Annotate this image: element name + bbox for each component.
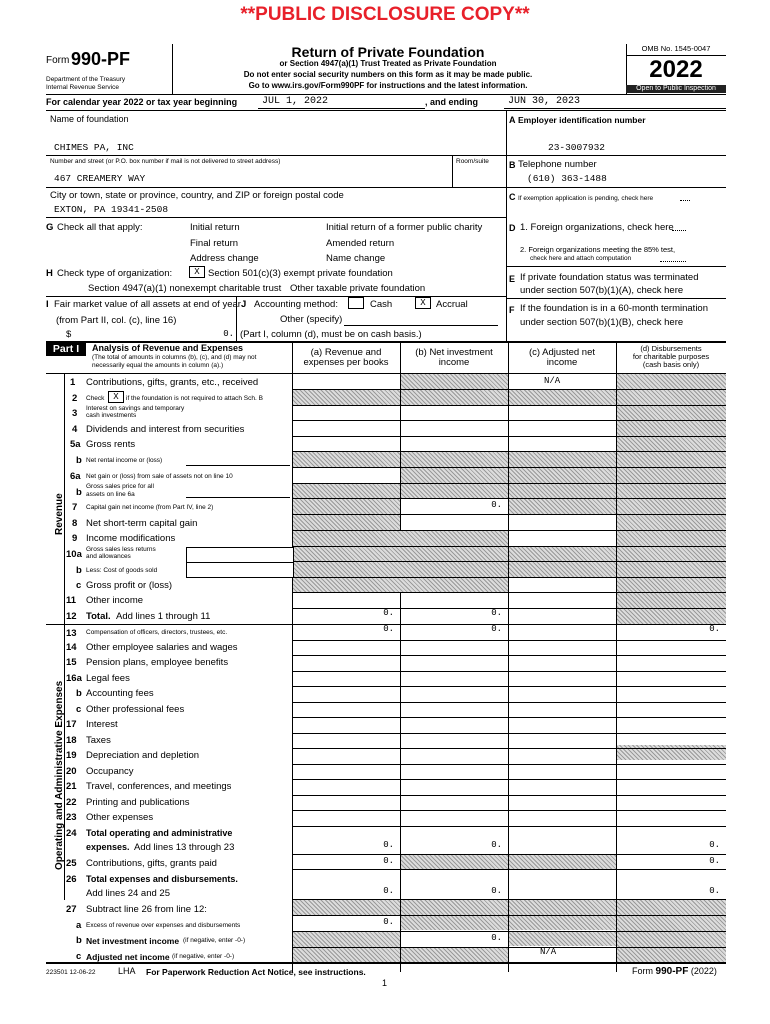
- l16a-num: 16a: [66, 673, 82, 684]
- l7-b[interactable]: 0.: [491, 500, 502, 510]
- l25-num: 25: [66, 858, 77, 869]
- l14-text: Other employee salaries and wages: [86, 642, 238, 653]
- l27a-num: a: [76, 920, 82, 931]
- l1-num: 1: [70, 377, 76, 388]
- footer-form-word: Form: [632, 966, 653, 976]
- l10a-text1: Gross sales less returns: [86, 546, 156, 553]
- l10a-text2: and allowances: [86, 553, 131, 560]
- row-separator: [292, 795, 726, 796]
- j-accrual-checkbox[interactable]: X: [415, 297, 431, 309]
- g-initial-public-charity[interactable]: Initial return of a former public charity: [326, 222, 483, 233]
- revenue-side-label: Revenue: [54, 493, 65, 535]
- l1-c-na[interactable]: N/A: [544, 376, 561, 386]
- l11-num: 11: [66, 595, 77, 606]
- l3-num: 3: [72, 408, 78, 419]
- l7-num: 7: [72, 502, 78, 513]
- l10a-num: 10a: [66, 549, 82, 560]
- l17-text: Interest: [86, 719, 118, 730]
- g-amended-return[interactable]: Amended return: [326, 238, 395, 249]
- l10b-inline-box[interactable]: [186, 562, 294, 578]
- part1-desc1: (The total of amounts in columns (b), (c), and (d) may not: [92, 354, 257, 361]
- row-separator: [292, 764, 726, 765]
- g-letter: G: [46, 222, 54, 233]
- g-final-return[interactable]: Final return: [190, 238, 239, 249]
- l27-text: Subtract line 26 from line 12:: [86, 904, 207, 915]
- g-label: Check all that apply:: [57, 222, 143, 233]
- row-separator: [292, 546, 726, 547]
- l27a-a[interactable]: 0.: [383, 917, 394, 927]
- dept-treasury: Department of the Treasury: [46, 76, 126, 83]
- l13-text: Compensation of officers, directors, trustees, etc.: [86, 629, 228, 636]
- l23-text: Other expenses: [86, 812, 154, 823]
- row-separator: [292, 561, 726, 562]
- e-letter: E: [509, 274, 516, 284]
- footer-form-number: 990-PF: [655, 966, 689, 977]
- l6b-text2: assets on line 6a: [86, 491, 135, 498]
- f2-text: under section 507(b)(1)(B), check here: [520, 317, 684, 328]
- form-number: 990-PF: [71, 49, 131, 69]
- form-subtitle: or Section 4947(a)(1) Trust Treated as Private Foundation: [279, 59, 497, 68]
- j-letter: J: [241, 299, 247, 310]
- l8-text: Net short-term capital gain: [86, 518, 198, 529]
- l5a-text: Gross rents: [86, 439, 136, 450]
- l26-text1: Total expenses and disbursements.: [86, 874, 238, 884]
- l6b-text1: Gross sales price for all: [86, 483, 154, 490]
- l24-text3: Add lines 13 through 23: [134, 842, 235, 853]
- d2a-text: 2. Foreign organizations meeting the 85% test,: [520, 245, 676, 254]
- l26-text2: Add lines 24 and 25: [86, 888, 170, 899]
- l20-text: Occupancy: [86, 766, 134, 777]
- l2-check: Check: [86, 395, 105, 402]
- i-line2: (from Part II, col. (c), line 16): [56, 315, 177, 326]
- ein-value[interactable]: 23-3007932: [548, 142, 606, 153]
- irs: Internal Revenue Service: [46, 84, 119, 91]
- l24-text1: Total operating and administrative: [86, 828, 233, 838]
- l12-num: 12: [66, 611, 77, 622]
- l12-text: Add lines 1 through 11: [116, 611, 211, 622]
- l13-b[interactable]: 0.: [491, 624, 502, 634]
- l1-text: Contributions, gifts, grants, etc., received: [86, 377, 259, 388]
- city-label: City or town, state or province, country, and ZIP or foreign postal code: [50, 190, 344, 201]
- l3-text2: cash investments: [86, 412, 137, 419]
- l6a-num: 6a: [70, 471, 81, 482]
- l26-num: 26: [66, 874, 77, 885]
- l27c-c[interactable]: N/A: [540, 947, 557, 957]
- f-letter: F: [509, 305, 515, 315]
- l10b-num: b: [76, 565, 82, 576]
- tax-year: 2022: [649, 56, 703, 83]
- row-separator: [292, 389, 726, 390]
- l22-text: Printing and publications: [86, 797, 190, 808]
- h-opt-501c3: Section 501(c)(3) exempt private foundation: [208, 268, 393, 279]
- l20-num: 20: [66, 766, 77, 777]
- row-separator: [292, 655, 726, 656]
- row-separator: [292, 854, 726, 855]
- l27b-num: b: [76, 935, 82, 946]
- l16a-text: Legal fees: [86, 673, 130, 684]
- l15-text: Pension plans, employee benefits: [86, 657, 229, 668]
- row-separator: [292, 686, 726, 687]
- row-separator: [292, 451, 726, 452]
- l27-num: 27: [66, 904, 77, 915]
- j-note: (Part I, column (d), must be on cash basis.): [240, 329, 422, 340]
- l6b-inline-box[interactable]: [186, 485, 290, 498]
- l4-num: 4: [72, 424, 78, 435]
- l21-num: 21: [66, 781, 77, 792]
- row-separator: [292, 869, 726, 870]
- footer-year: (2022): [690, 966, 717, 976]
- l5a-num: 5a: [70, 439, 81, 450]
- l27b-text: (if negative, enter -0-): [183, 937, 246, 944]
- g-address-change[interactable]: Address change: [190, 253, 259, 264]
- open-to-public: Open to Public Inspection: [626, 85, 726, 93]
- l26-d[interactable]: 0.: [709, 886, 720, 896]
- l8-num: 8: [72, 518, 78, 529]
- foundation-name[interactable]: CHIMES PA, INC: [54, 142, 134, 153]
- j-label: Accounting method:: [254, 299, 338, 310]
- l24-num: 24: [66, 828, 77, 839]
- part1-title: Analysis of Revenue and Expenses: [92, 343, 244, 353]
- j-accrual: Accrual: [436, 299, 468, 310]
- l26-a[interactable]: 0.: [383, 886, 394, 896]
- l19-num: 19: [66, 750, 77, 761]
- col-a-header: (a) Revenue and expenses per books: [303, 347, 389, 368]
- l11-text: Other income: [86, 595, 144, 606]
- l27c-text: (if negative, enter -0-): [172, 953, 235, 960]
- col-b-header: (b) Net investment income: [415, 347, 493, 368]
- l12-total: Total.: [86, 611, 111, 622]
- room-label: Room/suite: [456, 158, 489, 165]
- l24-a[interactable]: 0.: [383, 840, 394, 850]
- l12-b[interactable]: 0.: [491, 608, 502, 618]
- d2b-text: check here and attach computation: [530, 255, 632, 262]
- footer-notice: For Paperwork Reduction Act Notice, see instructions.: [146, 967, 366, 977]
- l16c-text: Other professional fees: [86, 704, 185, 715]
- i-dollar: $: [66, 329, 72, 340]
- expenses-side-label: Operating and Administrative Expenses: [54, 680, 65, 870]
- l10a-inline-box[interactable]: [186, 547, 294, 563]
- l13-a[interactable]: 0.: [383, 624, 394, 634]
- phone-letter: B: [509, 160, 516, 170]
- l14-num: 14: [66, 642, 77, 653]
- street-label: Number and street (or P.O. box number if mail is not delivered to street address): [50, 158, 281, 165]
- l12-a[interactable]: 0.: [383, 608, 394, 618]
- l18-text: Taxes: [86, 735, 111, 746]
- l27a-text: Excess of revenue over expenses and disbursements: [86, 922, 241, 929]
- l21-text: Travel, conferences, and meetings: [86, 781, 232, 792]
- l7-text: Capital gain net income (from Part IV, line 2): [86, 504, 214, 511]
- row-separator: [292, 717, 726, 718]
- page-number: 1: [382, 978, 388, 988]
- form-title: Return of Private Foundation: [291, 44, 485, 60]
- l25-text: Contributions, gifts, grants paid: [86, 858, 217, 869]
- f1-text: If the foundation is in a 60-month termination: [520, 303, 709, 314]
- phone-value[interactable]: (610) 363-1488: [527, 173, 607, 184]
- l5b-inline-box[interactable]: [186, 453, 290, 466]
- row-separator: [292, 671, 726, 672]
- l17-num: 17: [66, 719, 77, 730]
- row-separator: [292, 899, 726, 900]
- l25-a[interactable]: 0.: [383, 856, 394, 866]
- l10c-num: c: [76, 580, 82, 591]
- l2-note: if the foundation is not required to attach Sch. B: [126, 395, 263, 402]
- row-separator: [292, 826, 726, 827]
- i-line1: Fair market value of all assets at end of year: [54, 299, 241, 310]
- h-opt-other[interactable]: Other taxable private foundation: [290, 283, 426, 294]
- row-separator: [292, 748, 726, 749]
- l16c-num: c: [76, 704, 82, 715]
- l16b-num: b: [76, 688, 82, 699]
- l25-d[interactable]: 0.: [709, 856, 720, 866]
- l16b-text: Accounting fees: [86, 688, 154, 699]
- l23-num: 23: [66, 812, 77, 823]
- calendar-year-label: For calendar year 2022 or tax year beginning: [46, 97, 238, 107]
- name-label: Name of foundation: [50, 114, 129, 124]
- l9-num: 9: [72, 533, 78, 544]
- l27c-bold: Adjusted net income: [86, 952, 170, 962]
- l24-text2: expenses.: [86, 842, 130, 852]
- e1-text: If private foundation status was terminated: [520, 272, 699, 283]
- l15-num: 15: [66, 657, 77, 668]
- g-initial-return[interactable]: Initial return: [190, 222, 240, 233]
- l27b-bold: Net investment income: [86, 936, 180, 946]
- d1-text: 1. Foreign organizations, check here: [520, 222, 674, 233]
- row-separator: [292, 733, 726, 734]
- h-label: Check type of organization:: [57, 268, 173, 279]
- row-separator: [292, 530, 726, 531]
- instructions-notice: Go to www.irs.gov/Form990PF for instructions and the latest information.: [248, 81, 528, 90]
- part1-desc2: necessarily equal the amounts in column (a).): [92, 362, 224, 369]
- ssn-notice: Do not enter social security numbers on this form as it may be made public.: [243, 70, 533, 79]
- footer-lha: LHA: [118, 966, 136, 976]
- h-opt-4947[interactable]: Section 4947(a)(1) nonexempt charitable trust: [88, 283, 282, 294]
- city-value[interactable]: EXTON, PA 19341-2508: [54, 204, 169, 215]
- l24-d[interactable]: 0.: [709, 840, 720, 850]
- c-letter: C: [509, 192, 516, 202]
- begin-date[interactable]: JUL 1, 2022: [262, 96, 329, 107]
- l3-text1: Interest on savings and temporary: [86, 405, 185, 412]
- row-separator: [292, 947, 726, 948]
- footer-form: [632, 966, 717, 977]
- omb-number: OMB No. 1545-0047: [641, 44, 711, 53]
- l13-num: 13: [66, 628, 77, 639]
- col-d-header: (d) Disbursements for charitable purposes (cash basis only): [632, 344, 710, 369]
- l6b-num: b: [76, 487, 82, 498]
- c-checkbox[interactable]: [694, 193, 706, 202]
- row-separator: [292, 483, 726, 484]
- street-value[interactable]: 467 CREAMERY WAY: [54, 173, 146, 184]
- l18-num: 18: [66, 735, 77, 746]
- g-name-change[interactable]: Name change: [326, 253, 386, 264]
- l24-b[interactable]: 0.: [491, 840, 502, 850]
- row-separator: [292, 498, 726, 499]
- l26-b[interactable]: 0.: [491, 886, 502, 896]
- l27b-b[interactable]: 0.: [491, 933, 502, 943]
- j-other: Other (specify): [280, 314, 343, 325]
- l2-num: 2: [72, 393, 78, 404]
- j-cash: Cash: [370, 299, 393, 310]
- row-separator: [292, 779, 726, 780]
- ein-label: Employer identification number: [518, 115, 646, 125]
- row-separator: [292, 640, 726, 641]
- shade-l1-bcd: [401, 374, 508, 389]
- public-disclosure-banner: **PUBLIC DISCLOSURE COPY**: [240, 4, 530, 25]
- part1-tag: Part I: [46, 343, 86, 356]
- l10b-text: Less: Cost of goods sold: [86, 567, 158, 574]
- l6a-text: Net gain or (loss) from sale of assets not on line 10: [86, 473, 233, 480]
- e2-text: under section 507(b)(1)(A), check here: [520, 285, 684, 296]
- row-separator: [292, 577, 726, 578]
- form-word: Form: [46, 55, 70, 66]
- footer-code: 223501 12-06-22: [46, 969, 96, 976]
- l5b-text: Net rental income or (loss): [86, 457, 163, 464]
- row-separator: [292, 915, 726, 916]
- l19-text: Depreciation and depletion: [86, 750, 200, 761]
- l10c-text: Gross profit or (loss): [86, 580, 173, 591]
- l22-num: 22: [66, 797, 77, 808]
- h-letter: H: [46, 268, 53, 279]
- c-text: If exemption application is pending, check here: [518, 195, 654, 202]
- row-separator: [292, 405, 726, 406]
- row-separator: [292, 810, 726, 811]
- l2-checkbox[interactable]: X: [108, 391, 124, 403]
- i-letter: I: [46, 299, 49, 310]
- row-separator: [292, 514, 726, 515]
- row-separator: [292, 420, 726, 421]
- row-separator: [292, 702, 726, 703]
- l4-text: Dividends and interest from securities: [86, 424, 245, 435]
- h-501c3-checkbox[interactable]: X: [189, 266, 205, 278]
- d-letter: D: [509, 223, 516, 233]
- row-separator: [292, 592, 726, 593]
- row-separator: [292, 467, 726, 468]
- i-value[interactable]: 0.: [223, 329, 234, 339]
- row-separator: [292, 931, 726, 932]
- ending-label: , and ending: [425, 97, 478, 107]
- l5b-num: b: [76, 455, 82, 466]
- col-c-header: (c) Adjusted net income: [528, 347, 595, 368]
- j-cash-checkbox[interactable]: [348, 297, 364, 309]
- phone-label: Telephone number: [518, 159, 597, 170]
- row-separator: [292, 436, 726, 437]
- l27c-num: c: [76, 951, 82, 962]
- end-date[interactable]: JUN 30, 2023: [508, 96, 581, 107]
- ein-letter: A: [509, 115, 516, 125]
- l9-text: Income modifications: [86, 533, 176, 544]
- l13-d[interactable]: 0.: [709, 624, 720, 634]
